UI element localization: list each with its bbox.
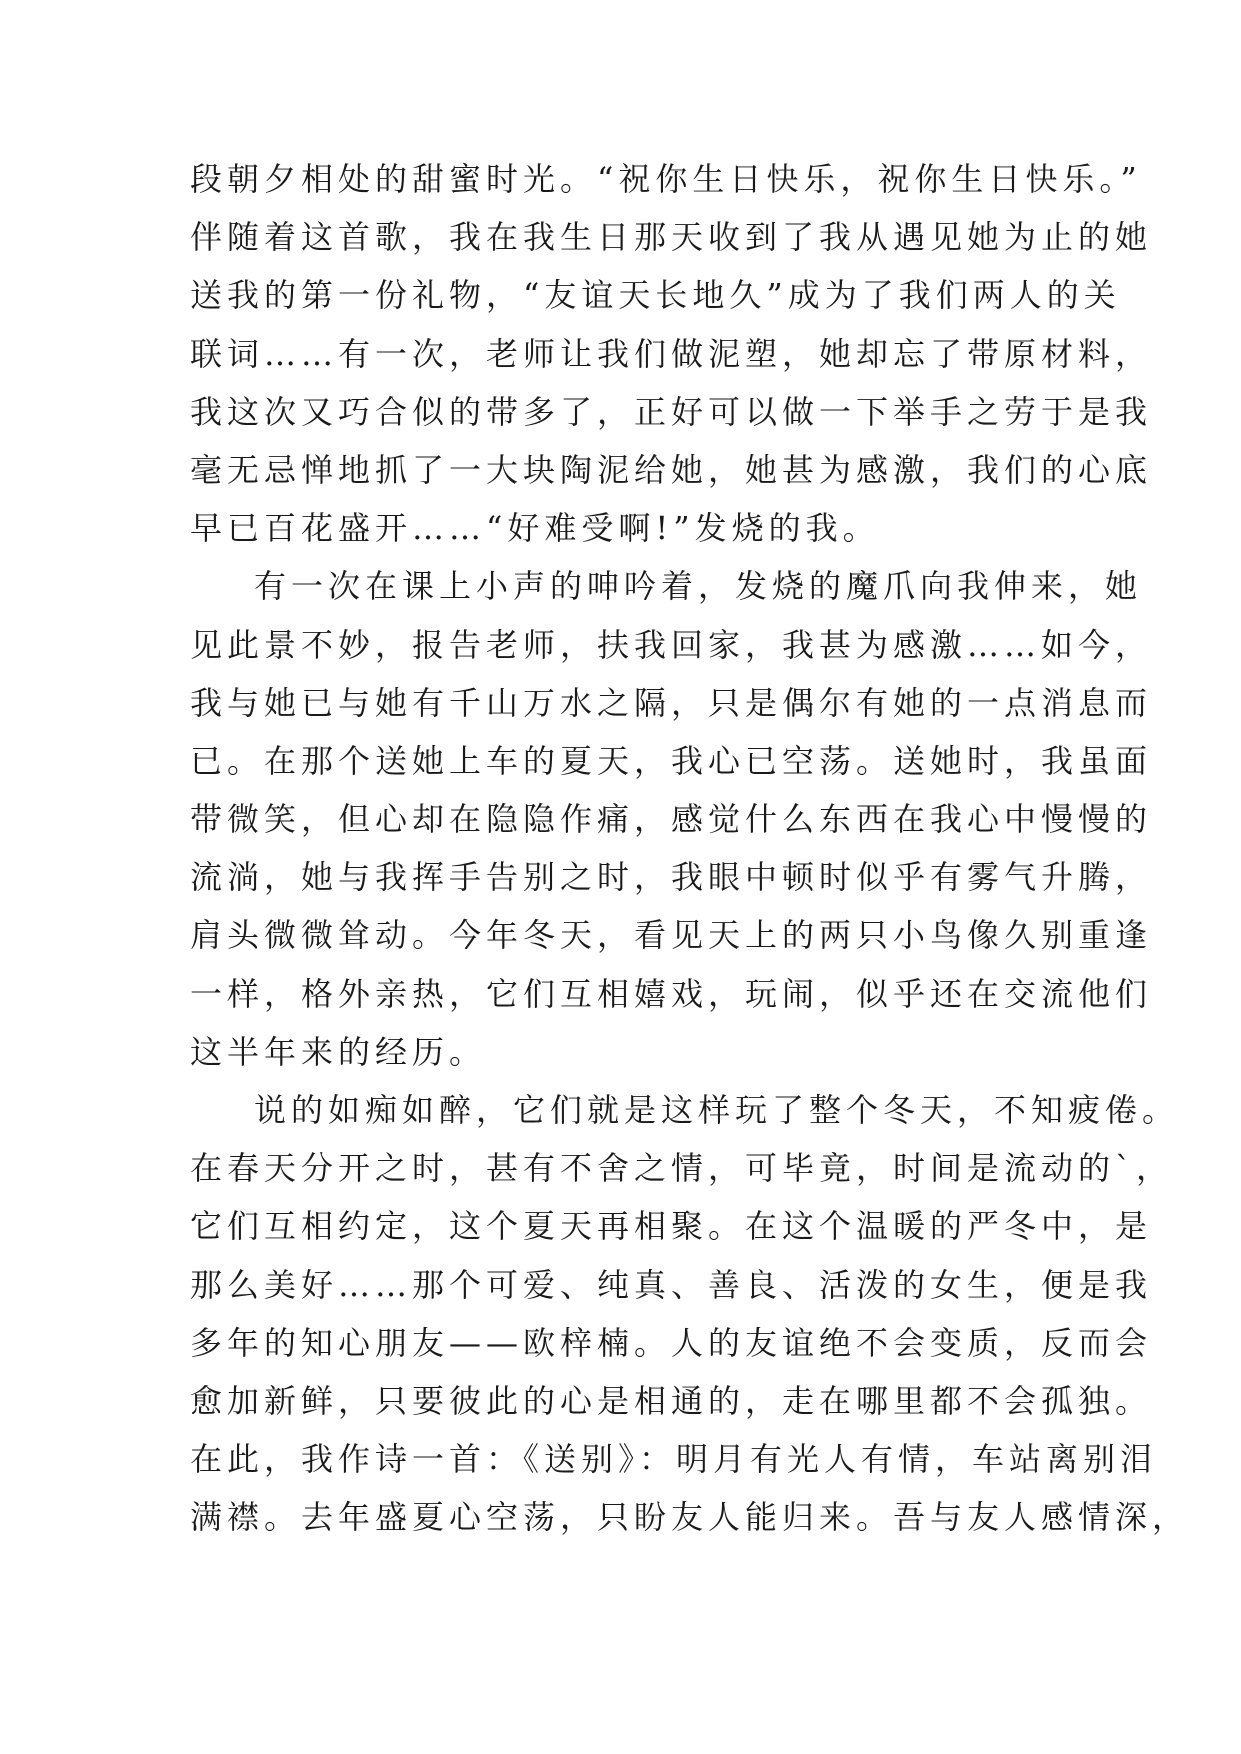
text-line: 一样，格外亲热，它们互相嬉戏，玩闹，似乎还在交流他们 xyxy=(190,974,1153,1013)
text-line: 带微笑，但心却在隐隐作痛，感觉什么东西在我心中慢慢的 xyxy=(190,800,1153,839)
text-line: 愈加新鲜，只要彼此的心是相通的，走在哪里都不会孤独。 xyxy=(190,1381,1153,1420)
text-line: 我与她已与她有千山万水之隔，只是偶尔有她的一点消息而 xyxy=(190,683,1153,722)
text-line: 肩头微微耸动。今年冬天，看见天上的两只小鸟像久别重逢 xyxy=(190,916,1153,955)
text-line: 已。在那个送她上车的夏天，我心已空荡。送她时，我虽面 xyxy=(190,741,1153,780)
text-line: 那么美好……那个可爱、纯真、善良、活泼的女生，便是我 xyxy=(190,1265,1153,1304)
paragraph-start-line: 有一次在课上小声的呻吟着，发烧的魔爪向我伸来，她 xyxy=(254,567,1143,606)
text-line: 送我的第一份礼物，“友谊天长地久”成为了我们两人的关 xyxy=(190,276,1121,315)
text-line: 我这次又巧合似的带多了，正好可以做一下举手之劳于是我 xyxy=(190,392,1153,431)
text-line: 段朝夕相处的甜蜜时光。“祝你生日快乐，祝你生日快乐。” xyxy=(190,160,1142,198)
text-line: 在此，我作诗一首：《送别》：明月有光人有情，车站离别泪 xyxy=(190,1440,1158,1479)
text-line: 毫无忌惮地抓了一大块陶泥给她，她甚为感激，我们的心底 xyxy=(190,450,1153,489)
body-text xyxy=(190,150,1190,1547)
text-line: 流淌，她与我挥手告别之时，我眼中顿时似乎有雾气升腾， xyxy=(190,858,1153,897)
text-line: 多年的知心朋友——欧梓楠。人的友谊绝不会变质，反而会 xyxy=(190,1323,1153,1362)
text-line: 见此景不妙，报告老师，扶我回家，我甚为感激……如今， xyxy=(190,625,1153,664)
text-line: 联词……有一次，老师让我们做泥塑，她却忘了带原材料， xyxy=(190,334,1153,373)
text-line: 早已百花盛开……“好难受啊!”发烧的我。 xyxy=(190,509,880,548)
text-line: 在春天分开之时，甚有不舍之情，可毕竟，时间是流动的`， xyxy=(190,1149,1174,1188)
text-line: 这半年来的经历。 xyxy=(190,1032,487,1071)
text-line: 它们互相约定，这个夏天再相聚。在这个温暖的严冬中，是 xyxy=(190,1207,1153,1246)
text-line: 满襟。去年盛夏心空荡，只盼友人能归来。吾与友人感情深， xyxy=(190,1498,1190,1537)
text-line: 伴随着这首歌，我在我生日那天收到了我从遇见她为止的她 xyxy=(190,218,1153,257)
paragraph-start-line: 说的如痴如醉，它们就是这样玩了整个冬天，不知疲倦。 xyxy=(254,1091,1180,1129)
